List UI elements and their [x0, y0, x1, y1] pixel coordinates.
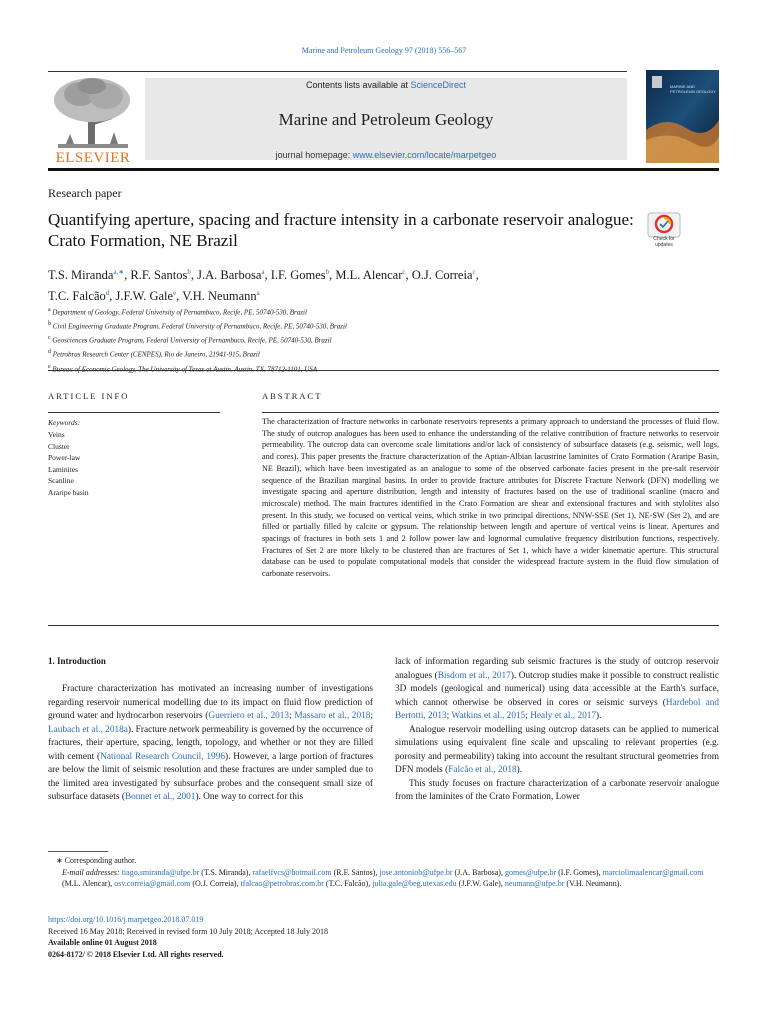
email-owner: (O.J. Correia),: [190, 879, 241, 889]
citation-link[interactable]: Watkins et al., 2015: [451, 711, 526, 721]
received-dates: Received 16 May 2018; Received in revised form 10 July 2018; Accepted 18 July 2018: [48, 926, 328, 936]
citation-link[interactable]: Falcão et al., 2018: [448, 765, 517, 775]
elsevier-logo[interactable]: [48, 74, 138, 166]
author-affiliation-marker[interactable]: b: [187, 268, 191, 276]
affiliation-item: [48, 333, 648, 347]
body-text-run: ). Outcrop studies make it possible to construct realistic 3D models (geological and numerical) using data accessible at the Earth's surface, which cannot otherwise be observed in cores or seismic surveys (: [395, 670, 719, 708]
citation-link[interactable]: Massaro et al., 2018: [294, 711, 371, 721]
intro-paragraph-2: [395, 656, 719, 724]
author-list: [48, 263, 648, 305]
author-name: T.S. Miranda: [48, 268, 114, 283]
affiliation-text: Geosciences Graduate Program, Federal University of Pernambuco, Recife, PE, 50740-530, Brazil: [50, 336, 332, 345]
body-text-run: ;: [525, 711, 531, 721]
keyword-item: Laminites: [48, 464, 78, 474]
keyword-item: Cluster: [48, 441, 70, 451]
footnotes: [48, 855, 719, 890]
body-text-run: ;: [446, 711, 452, 721]
author-affiliation-marker[interactable]: b: [325, 268, 330, 276]
keyword-list: [48, 429, 89, 499]
email-owner: (R.F. Santos),: [331, 867, 380, 877]
author-separator: ,: [124, 268, 131, 283]
citation-link[interactable]: National Research Council, 1996: [100, 751, 225, 762]
body-text-run: ). One way to correct for this: [195, 792, 304, 802]
author-name: O.J. Correia: [411, 268, 473, 283]
email-link[interactable]: tfalcao@petrobras.com.br: [240, 879, 324, 889]
abstract-text: The characterization of fracture networks in carbonate reservoirs represents a primary approach to understand the processes of fluid flow. The study of outcrop analogues has been used to enhance the understanding of the relative contribution of fracture networks to reservoir permeability. The outcrop data can overcome scale limitations and/or lack of consistency of subsurface datasets (e.g. seismic, well logs, and cores). This paper presents the fracture characterization of the Aptian-Albian lacustrine laminites of Crato Formation (Araripe Basin, NE Brazil), which have been investigated as an analogue to some of the observed carbonate facies present in the pre-salt reservoir sequence of the Brazilian marginal basins. In order to provide fracture attributes for Discrete Fracture Network (DFN) modelling we investigate spacing and aperture distribution, length and intensity of fractures based on the use of traditional scanline (macro and microscale) method. The main fractures identified in the Crato Formation are shear and extensional fractures and with stylolites also present. In this study, we focused on vertical veins, which strike in two principal directions, NNW-SSE (Set 1), NE-SW (Set 2), and are filled or partially filled by calcite or gypsum. The relationship between length and aperture of vertical veins is linear. Apertures and spacings of fractures in both sets 1 and 2 follow power law and lognormal cumulative frequency distribution functions, respectively. Fractures of Set 2 are more likely to be clustered than are fractures of Set 1, which have a wider kinematic aperture. This structural database can be used to populate computational models that consider the widespread fracture system in the fluid flow simulation of carbonate reservoirs.: [262, 417, 719, 579]
citation-link[interactable]: Bonnet et al., 2001: [124, 792, 196, 802]
author-separator: ,: [176, 289, 183, 304]
citation-link[interactable]: Bisdom et al., 2017: [437, 670, 511, 681]
keyword-item: Araripe basin: [48, 487, 89, 497]
author-affiliation-marker[interactable]: a,∗: [113, 268, 125, 276]
body-text-run: lack of information regarding sub seismic fractures is the study of outcrop reservoir analogues (: [395, 657, 719, 681]
available-online: Available online 01 August 2018: [48, 938, 157, 948]
publication-info: [48, 914, 719, 960]
keyword-item: Veins: [48, 430, 65, 439]
email-owner: (I.F. Gomes),: [556, 867, 603, 877]
email-link[interactable]: rafaelfvcs@hotmail.com: [252, 867, 332, 877]
article-info-rule: [48, 412, 220, 413]
check-updates-label: Check for updates: [653, 236, 675, 248]
author-affiliation-marker[interactable]: c: [402, 268, 406, 276]
author-affiliation-marker[interactable]: d: [105, 289, 110, 298]
top-rule: [48, 71, 627, 72]
homepage-prefix: journal homepage:: [275, 150, 353, 160]
doi-link[interactable]: https://doi.org/10.1016/j.marpetgeo.2018.07.019: [48, 915, 204, 924]
affiliation-text: Petrobras Research Center (CENPES), Rio de Janeiro, 21941-915, Brazil: [51, 350, 260, 359]
body-text-run: This study focuses on fracture characterization of a carbonate reservoir analogue from the laminites of the Crato Formation, Lower: [395, 778, 719, 802]
email-link[interactable]: jose.antoniob@ufpe.br: [379, 867, 453, 877]
journal-cover-image[interactable]: [646, 70, 719, 163]
body-text-run: Fracture characterization has motivated an increasing number of investigations regarding reservoir numerical modelling due to its impact on fluid flow prediction of ground water and hydrocarbon reservoirs (: [48, 684, 373, 721]
abstract-rule: [262, 412, 719, 413]
author-separator: ,: [329, 268, 336, 283]
email-link[interactable]: neumann@ufpe.br: [504, 879, 565, 889]
email-owner: (T.C. Falcão),: [323, 879, 373, 889]
check-updates-icon: [647, 212, 681, 238]
copyright-line: 0264-8172/ © 2018 Elsevier Ltd. All rights reserved.: [48, 949, 224, 959]
corresponding-author-note: ∗ Corresponding author.: [56, 856, 137, 865]
citation-link[interactable]: Guerriero et al., 2013: [208, 711, 290, 721]
citation-link[interactable]: Hardebol and Bertotti, 2013: [395, 697, 719, 721]
affiliation-item: [48, 319, 648, 333]
affiliation-item: [48, 347, 648, 361]
author-affiliation-marker[interactable]: e: [173, 289, 177, 298]
contents-prefix: Contents lists available at: [305, 80, 411, 90]
affiliation-text: Bureau of Economic Geology, The University of Texas at Austin, Austin, TX, 78712-1101, USA: [50, 364, 318, 373]
abstract-end-rule: [48, 625, 719, 626]
body-text-run: ;: [289, 711, 295, 721]
author-name: R.F. Santos: [130, 268, 188, 283]
body-text-run: Analogue reservoir modelling using outcrop datasets can be applied to numerical simulations using equivalent fine scale and upscaling to relevant properties (e.g. porosity and permeability) taking into account the resultant structural geometries from DFN models (: [395, 724, 719, 775]
affiliation-list: [48, 305, 648, 376]
affiliation-marker: b: [48, 321, 51, 328]
keyword-item: Scanline: [48, 476, 74, 486]
author-name: J.F.W. Gale: [115, 289, 174, 304]
body-text-run: ). Fracture network permeability is governed by the occurrence of fractures, their aperture, spacing, length, topology, and whether or not they are filled with cement (: [48, 724, 373, 762]
intro-paragraph-3: [395, 724, 719, 778]
affiliation-marker: a: [48, 307, 51, 313]
journal-masthead: [145, 78, 627, 160]
affiliation-item: [48, 362, 648, 376]
author-name: J.A. Barbosa: [197, 268, 262, 283]
email-addresses: [48, 867, 719, 890]
email-link[interactable]: tiago.smiranda@ufpe.br: [121, 867, 200, 877]
journal-reference-link[interactable]: Marine and Petroleum Geology 97 (2018) 556–567: [301, 46, 467, 55]
email-owner: (V.H. Neumann).: [564, 879, 622, 889]
journal-name: Marine and Petroleum Geology: [278, 110, 494, 129]
author-name: T.C. Falcão: [48, 289, 106, 304]
elsevier-wordmark: ELSEVIER: [55, 150, 131, 166]
email-link[interactable]: gomes@ufpe.br: [504, 867, 557, 877]
abstract-heading: ABSTRACT: [262, 391, 323, 401]
article-title: Quantifying aperture, spacing and fracture intensity in a carbonate reservoir analogue: Crato Formation, NE Brazil: [48, 210, 634, 250]
affiliation-text: Civil Engineering Graduate Program, Federal University of Pernambuco, Recife, PE, 50740-530, Brazil: [51, 322, 347, 331]
body-column-left: [48, 656, 373, 805]
citation-link[interactable]: Laubach et al., 2018a: [48, 724, 128, 735]
author-affiliation-marker[interactable]: a: [256, 289, 260, 298]
email-owner: (T.S. Miranda),: [199, 867, 253, 877]
affiliation-marker: e: [48, 363, 51, 370]
keyword-item: Power-law: [48, 453, 81, 463]
author-name: M.L. Alencar: [335, 268, 403, 283]
author-separator: ,: [109, 289, 116, 304]
affiliation-text: Department of Geology, Federal University of Pernambuco, Recife, PE, 50740-530, Brazil: [50, 308, 307, 317]
email-owner: (J.F.W. Gale),: [456, 879, 505, 889]
author-affiliation-marker[interactable]: a: [261, 268, 265, 276]
article-type: Research paper: [48, 186, 122, 200]
intro-paragraph-4: [395, 778, 719, 805]
email-link[interactable]: marciolimaalencar@gmail.com: [602, 867, 704, 877]
email-owner: (J.A. Barbosa),: [452, 867, 505, 877]
author-separator: ,: [405, 268, 412, 283]
author-name: I.F. Gomes: [270, 268, 326, 283]
cover-title: MARINE AND PETROLEUM GEOLOGY: [670, 84, 717, 94]
email-link[interactable]: julia.gale@beg.utexas.edu: [372, 879, 457, 889]
author-separator: ,: [475, 268, 479, 283]
body-text-run: ).: [596, 711, 602, 721]
homepage-link[interactable]: www.elsevier.com/locate/marpetgeo: [352, 150, 497, 160]
body-text-run: ). However, a large portion of fractures are below the limit of seismic resolution and these fractures are under sampled due to the limited area investigated by subsurface probes and the consequent small size of subsurface datasets (: [48, 751, 373, 802]
affiliation-marker: c: [48, 335, 51, 342]
contents-line: [145, 80, 627, 90]
email-label: E-mail addresses:: [62, 867, 122, 877]
author-separator: ,: [190, 268, 198, 283]
masthead-rule: [48, 168, 719, 171]
body-column-right: [395, 656, 719, 805]
check-for-updates-button[interactable]: [647, 212, 681, 250]
intro-paragraph-1: [48, 683, 373, 805]
article-info-heading: ARTICLE INFO: [48, 391, 130, 401]
email-link[interactable]: osv.correia@gmail.com: [114, 879, 191, 889]
affiliation-item: [48, 305, 648, 319]
author-affiliation-marker[interactable]: c: [472, 268, 476, 276]
keywords-label: Keywords:: [48, 418, 81, 427]
sciencedirect-link[interactable]: ScienceDirect: [410, 80, 467, 90]
footnote-rule: [48, 851, 108, 852]
author-name: V.H. Neumann: [182, 289, 257, 304]
section-rule: [48, 370, 719, 371]
email-owner: (M.L. Alencar),: [62, 879, 115, 889]
author-separator: ,: [264, 268, 271, 283]
body-text-run: ).: [516, 765, 523, 775]
homepage-line: [145, 150, 627, 160]
affiliation-marker: d: [48, 349, 51, 356]
body-text-run: ;: [370, 711, 373, 721]
citation-link[interactable]: Healy et al., 2017: [530, 711, 597, 721]
section-heading-introduction: 1. Introduction: [48, 656, 106, 666]
